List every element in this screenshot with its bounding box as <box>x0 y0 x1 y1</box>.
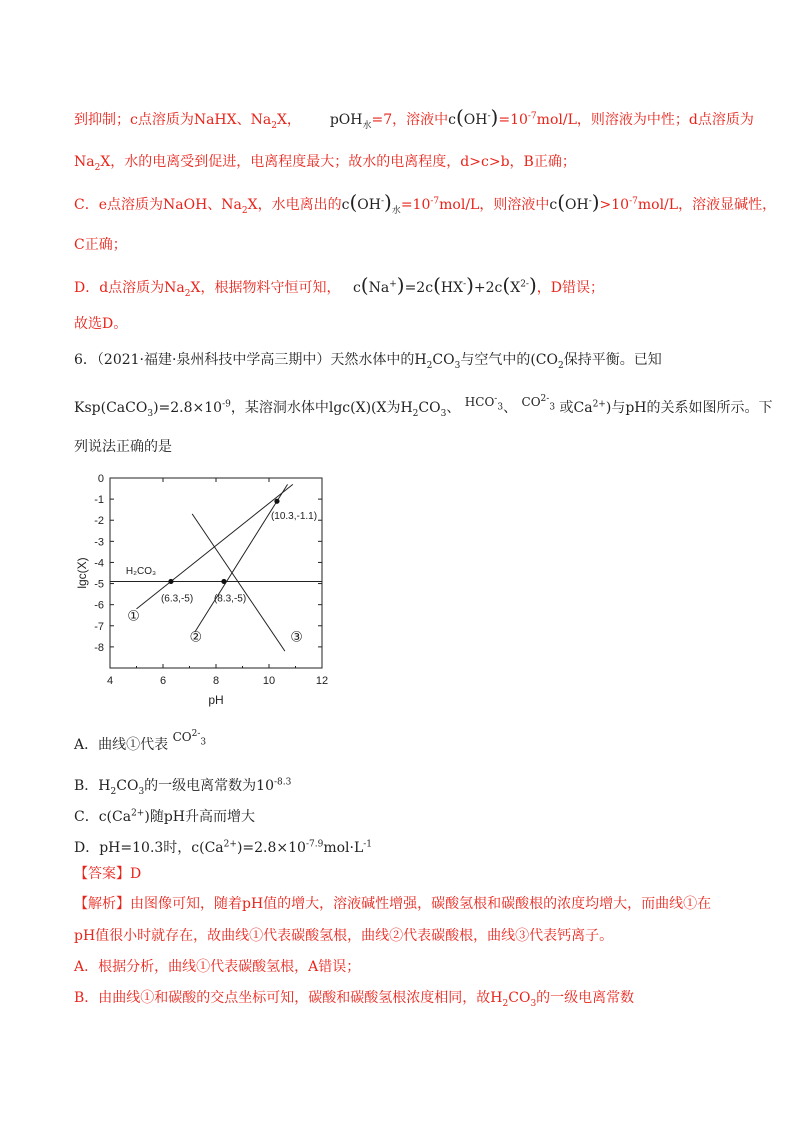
x-tick-label: 10 <box>262 675 276 687</box>
analysis-line-1: 【解析】由图像可知，随着pH值的增大，溶液碱性增强，碳酸氢根和碳酸根的浓度均增大，而曲线①在 <box>74 896 712 912</box>
x-tick-label: 6 <box>159 675 167 687</box>
answer-label: 【答案】D <box>74 866 142 882</box>
series-curve-3 <box>189 514 285 651</box>
x-tick-label: 12 <box>315 675 329 687</box>
option-d: D．pH=10.3时，$c(Ca^{2+})=2.8\times 10^{-7.9}mol\cdot L^{-1}$ <box>74 839 373 856</box>
prev-line-1: 到抑制；c点溶质为NaHX、$Na_2X$， pOH$_水$=7，溶液中$c(OH^-)=10^{-7}mol/L$，则溶液为中性；d点溶质为 <box>74 105 754 131</box>
option-a: A．曲线①代表 $CO^{2-}_3$ <box>74 729 207 753</box>
y-tick-label: -7 <box>94 620 104 633</box>
question-line-3: 列说法正确的是 <box>74 439 172 455</box>
prev-line-4: C正确； <box>74 237 127 253</box>
analysis-line-3: A．根据分析，曲线①代表碳酸氢根，A错误； <box>74 959 361 975</box>
prev-line-5: D．d点溶质为$Na_2X$，根据物料守恒可知， $c(Na^+)=2c(HX^-)+2c(X^{2-})$，D错误； <box>74 273 605 299</box>
y-tick-label: -3 <box>94 536 104 549</box>
series-label-3: ③ <box>290 628 303 645</box>
prev-line-3: C．e点溶质为NaOH、$Na_2X$，水电离出的$c(OH^-)_水=10^{-7}mol/L$，则溶液中$c(OH^-)>10^{-7}mol/L$，溶液显碱性， <box>74 190 777 216</box>
x-tick-label: 8 <box>212 675 220 687</box>
point-label: (10.3,-1.1) <box>270 511 318 523</box>
x-axis-label: pH <box>208 693 224 707</box>
prev-line-2: $Na_2X$，水的电离受到促进，电离程度最大；故水的电离程度，d>c>b，B正确； <box>74 154 576 173</box>
y-axis-label: lgc(X) <box>75 557 89 589</box>
y-tick-label: -4 <box>94 557 104 570</box>
data-point <box>221 579 226 584</box>
point-label: (6.3,-5) <box>160 593 194 605</box>
prev-line-6: 故选D。 <box>74 316 128 332</box>
series-label-h2co3: H₂CO₃ <box>125 566 157 578</box>
series-label-1: ① <box>127 607 140 624</box>
y-tick-label: -2 <box>94 515 104 528</box>
y-tick-label: -1 <box>94 494 104 507</box>
question-line-1: 6．（2021·福建·泉州科技中学高三期中）天然水体中的$H_2CO_3$与空气中的($CO_2$保持平衡。已知 <box>74 352 662 371</box>
y-tick-label: -5 <box>94 578 104 591</box>
y-tick-label: 0 <box>97 473 104 485</box>
data-point <box>274 499 279 504</box>
point-label: (8.3,-5) <box>213 593 247 605</box>
option-c: C．$c(Ca^{2+})$随pH升高而增大 <box>74 808 255 825</box>
option-b: B．$H_2CO_3$的一级电离常数为$10^{-8.3}$ <box>74 777 292 797</box>
y-tick-label: -8 <box>94 641 104 654</box>
x-tick-label: 4 <box>106 675 114 687</box>
analysis-line-4: B．由曲线①和碳酸的交点坐标可知，碳酸和碳酸氢根浓度相同，故$H_2CO_3$的一级电离常数 <box>74 990 635 1009</box>
analysis-line-2: pH值很小时就存在，故曲线①代表碳酸氢根，曲线②代表碳酸根，曲线③代表钙离子。 <box>74 928 614 944</box>
y-tick-label: -6 <box>94 599 104 612</box>
series-curve-2 <box>195 484 288 632</box>
lgc-ph-chart <box>72 468 342 718</box>
data-point <box>168 579 173 584</box>
series-label-2: ② <box>189 628 203 645</box>
question-line-2: $Ksp(CaCO_3)=2.8\times 10^{-9}$，某溶洞水体中lgc(X)(X为$H_2CO_3$、 $HCO^-_3$、 $CO^{2-}_3$ 或$Ca^{2+}$)与pH的关系如图所示。下 <box>74 394 773 419</box>
